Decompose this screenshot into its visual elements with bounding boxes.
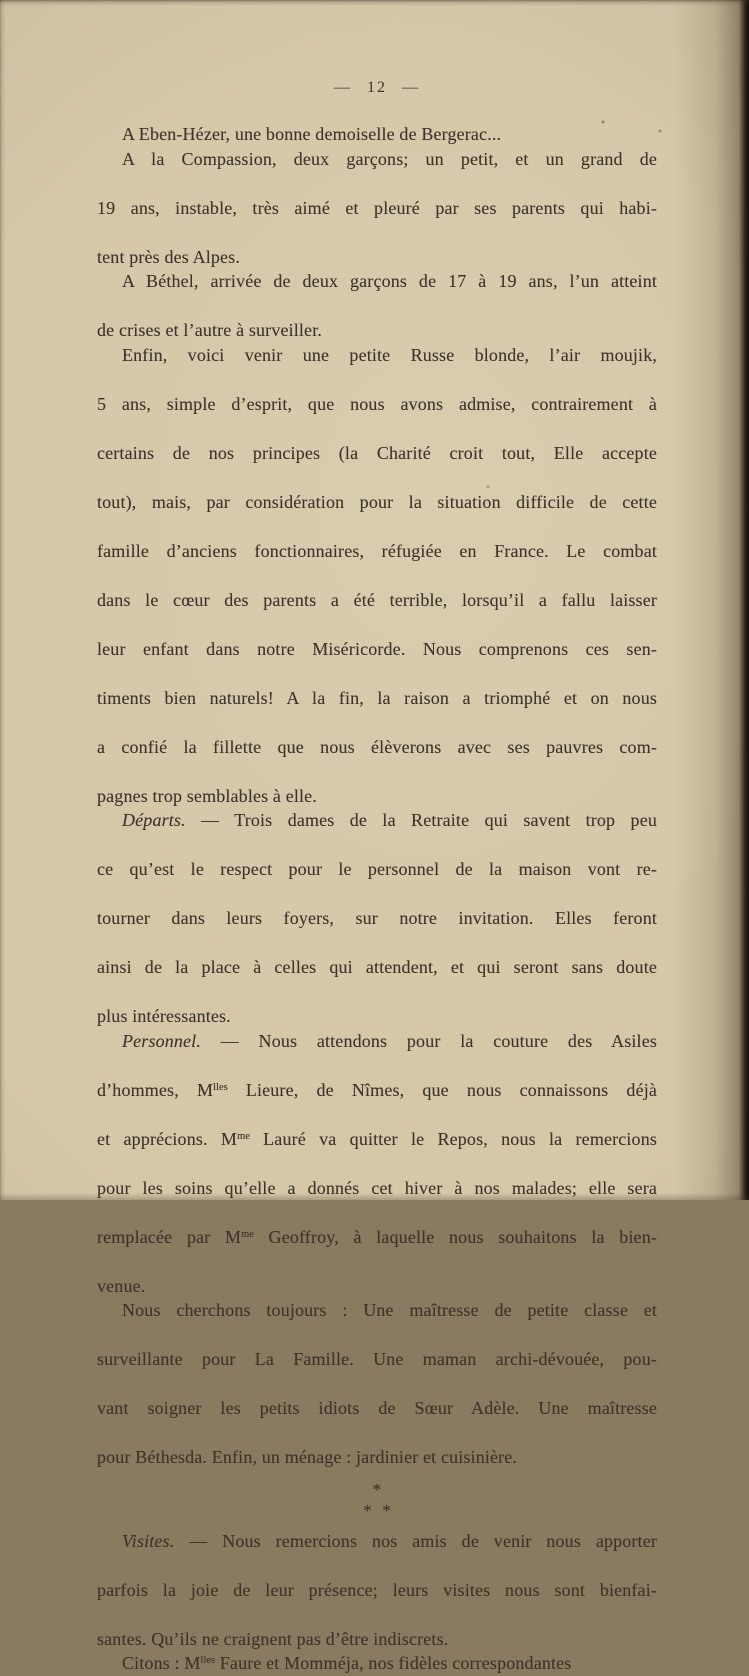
text-run: Enfin, voici venir une petite Russe blonde, l’air moujik, xyxy=(122,344,657,365)
text-line xyxy=(97,906,657,955)
text-run: Geoffroy, à laquelle nous souhaitons la bien- xyxy=(253,1226,657,1247)
text-line xyxy=(97,1651,657,1676)
text-line xyxy=(97,318,657,343)
text-run: tent près des Alpes. xyxy=(97,246,240,267)
text-block xyxy=(97,122,657,1676)
paragraph xyxy=(97,343,657,809)
text-run: de crises et l’autre à surveiller. xyxy=(97,320,323,340)
text-run: dans le cœur des parents a été terrible, lorsqu’il a fallu laisser xyxy=(97,589,657,610)
text-run: tourner dans leurs foyers, sur notre invitation. Elles feront xyxy=(97,908,657,928)
text-run: pour les soins qu’elle a donnés cet hiver à nos malades; elle sera xyxy=(97,1177,657,1198)
page-body xyxy=(97,80,657,1676)
text-line xyxy=(97,637,657,686)
paragraph xyxy=(97,122,657,147)
text-run: A la Compassion, deux garçons; un petit, et un grand de xyxy=(122,148,657,169)
text-line xyxy=(97,1396,657,1445)
paragraph xyxy=(97,1651,657,1676)
text-line xyxy=(97,196,657,245)
text-line xyxy=(97,1578,657,1627)
text-line xyxy=(97,122,657,147)
text-line xyxy=(97,343,657,392)
text-run: remplacée par M xyxy=(97,1226,242,1247)
superscript-abbrev: lles xyxy=(213,1081,228,1093)
text-run: pagnes trop semblables à elle. xyxy=(97,785,317,806)
text-run: A Eben-Hézer, une bonne demoiselle de Bergerac... xyxy=(122,124,502,144)
text-run: — Nous remercions nos amis de venir nous apporter xyxy=(174,1530,657,1551)
text-line xyxy=(97,1078,657,1127)
superscript-abbrev: lles xyxy=(200,1655,216,1666)
text-run: Lieure, de Nîmes, que nous connaissons déjà xyxy=(227,1079,657,1100)
separator-asterisk-top: * xyxy=(372,1479,382,1499)
text-run: venue. xyxy=(97,1275,146,1296)
text-run: Départs. xyxy=(122,810,186,830)
text-line xyxy=(97,392,657,441)
text-line xyxy=(97,1225,657,1274)
text-run: santes. Qu’ils ne craignent pas d’être indiscrets. xyxy=(97,1628,449,1649)
text-line xyxy=(97,490,657,539)
text-line xyxy=(97,539,657,588)
separator-asterisks-bottom: * * xyxy=(363,1500,391,1520)
text-run: vant soigner les petits idiots de Sœur Adèle. Une maîtresse xyxy=(97,1398,657,1418)
text-line xyxy=(97,1029,657,1078)
text-line xyxy=(97,1298,657,1347)
text-run: certains de nos principes (la Charité croit tout, Elle accepte xyxy=(97,442,657,463)
text-run: d’hommes, M xyxy=(97,1079,214,1100)
paragraph xyxy=(97,269,657,343)
text-run: plus intéressantes. xyxy=(97,1006,231,1026)
text-line xyxy=(97,686,657,735)
text-run: leur enfant dans notre Miséricorde. Nous comprenons ces sen- xyxy=(97,638,657,659)
text-run: Personnel. xyxy=(122,1030,201,1051)
text-run: pour Béthesda. Enfin, un ménage : jardinier et cuisinière. xyxy=(97,1447,518,1467)
paragraph xyxy=(97,1298,657,1470)
text-line xyxy=(97,784,657,809)
text-line xyxy=(97,245,657,270)
text-run: ce qu’est le respect pour le personnel de la maison vont re- xyxy=(97,859,657,879)
text-line xyxy=(97,588,657,637)
text-run: 5 ans, simple d’esprit, que nous avons admise, contrairement à xyxy=(97,393,657,414)
text-run: et apprécions. M xyxy=(97,1128,238,1149)
text-run: Citons : M xyxy=(122,1653,201,1673)
text-line xyxy=(97,955,657,1004)
paragraph xyxy=(97,147,657,270)
text-run: a confié la fillette que nous élèverons avec ses pauvres com- xyxy=(97,736,657,757)
text-run: surveillante pour La Famille. Une maman archi-dévouée, pou- xyxy=(97,1349,657,1369)
text-line xyxy=(97,1176,657,1225)
text-line xyxy=(97,1274,657,1299)
text-line xyxy=(97,1627,657,1652)
text-run: — Nous attendons pour la couture des Asiles xyxy=(200,1030,657,1051)
section-separator xyxy=(97,1479,657,1521)
text-line xyxy=(97,735,657,784)
text-run: — Trois dames de la Retraite qui savent trop peu xyxy=(185,810,657,830)
text-line xyxy=(97,1445,657,1470)
text-run: timents bien naturels! A la fin, la raison a triomphé et on nous xyxy=(97,687,657,708)
superscript-abbrev: me xyxy=(237,1130,250,1142)
text-line xyxy=(97,1529,657,1578)
text-run: famille d’anciens fonctionnaires, réfugiée en France. Le combat xyxy=(97,540,657,561)
text-run: tout), mais, par considération pour la situation difficile de cette xyxy=(97,491,657,512)
text-line xyxy=(97,1127,657,1176)
text-run: 19 ans, instable, très aimé et pleuré par ses parents qui habi- xyxy=(97,197,657,218)
text-line xyxy=(97,269,657,318)
text-line xyxy=(97,808,657,857)
text-run: Lauré va quitter le Repos, nous la remercions xyxy=(249,1128,657,1149)
paragraph xyxy=(97,1029,657,1299)
text-run: Nous cherchons toujours : Une maîtresse de petite classe et xyxy=(122,1300,657,1320)
text-line xyxy=(97,1004,657,1029)
superscript-abbrev: me xyxy=(241,1228,254,1240)
paragraph xyxy=(97,808,657,1029)
text-line xyxy=(97,147,657,196)
text-run: parfois la joie de leur présence; leurs visites nous sont bienfai- xyxy=(97,1579,657,1600)
text-line xyxy=(97,1347,657,1396)
text-run: Faure et Momméja, nos fidèles correspondantes xyxy=(215,1653,572,1673)
text-line xyxy=(97,857,657,906)
text-run: ainsi de la place à celles qui attendent, et qui seront sans doute xyxy=(97,957,657,977)
text-line xyxy=(97,441,657,490)
text-run: Visites. xyxy=(122,1530,175,1551)
paragraph xyxy=(97,1529,657,1652)
text-run: A Béthel, arrivée de deux garçons de 17 à 19 ans, l’un atteint xyxy=(122,271,657,291)
page-number: — 12 — xyxy=(334,79,420,96)
